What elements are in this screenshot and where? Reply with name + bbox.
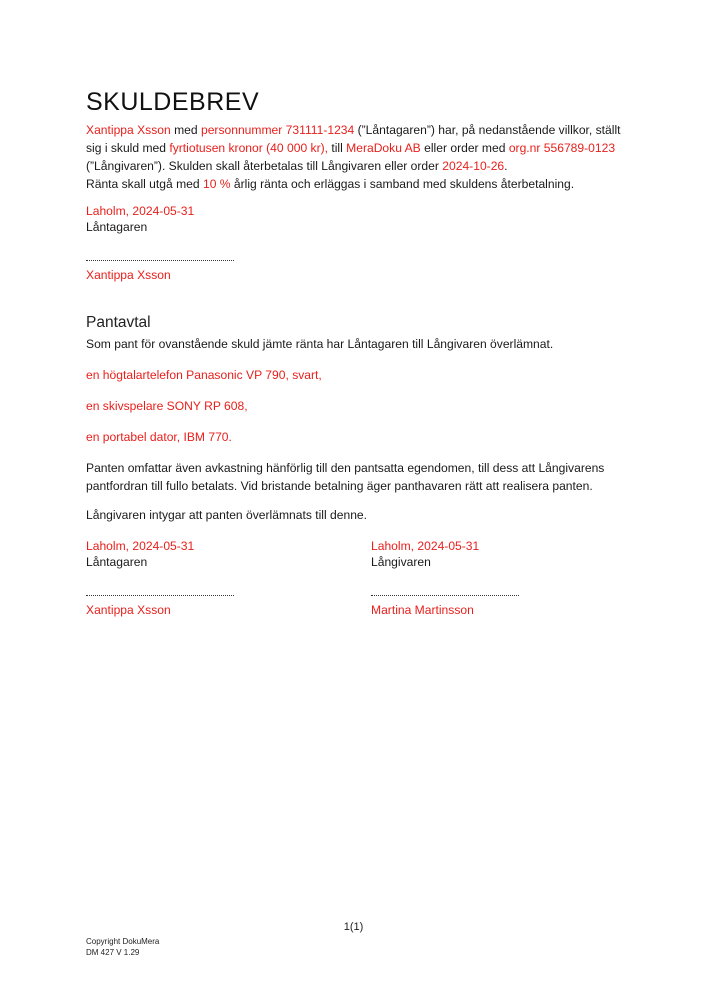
signature1-name: Xantippa Xsson: [86, 268, 171, 282]
pant-item: en skivspelare SONY RP 608,: [86, 399, 248, 413]
footer-version: DM 427 V 1.29: [86, 948, 140, 957]
signature2-right-line: [371, 595, 519, 596]
text-fragment: Ränta skall utgå med: [86, 177, 203, 191]
lender-confirmation: Långivaren intygar att panten överlämnats till denne.: [86, 508, 368, 522]
personal-number: personnummer 731111-1234: [200, 123, 355, 137]
pant-heading: Pantavtal: [86, 314, 151, 331]
pant-intro: Som pant för ovanstående skuld jämte ränta har Låntagaren till Långivaren överlämnat.: [86, 337, 554, 351]
lender-company: MeraDoku AB: [346, 141, 421, 155]
text-fragment: till: [328, 141, 347, 155]
page-number: 1(1): [343, 921, 364, 933]
signature2-left-place-date: Laholm, 2024-05-31: [86, 539, 195, 553]
signature2-left-role: Låntagaren: [86, 555, 148, 569]
pant-item: en högtalartelefon Panasonic VP 790, svart,: [86, 368, 322, 382]
text-fragment: med: [170, 123, 201, 137]
borrower-name: Xantippa Xsson: [86, 123, 171, 137]
due-date: 2024-10-26: [442, 159, 505, 173]
signature2-left-name: Xantippa Xsson: [86, 603, 171, 617]
text-fragment: årlig ränta och erläggas i samband med skuldens återbetalning.: [230, 177, 575, 191]
text-fragment: (”Låntagaren”) har, på nedanstående villkor, ställt sig i skuld med: [86, 123, 621, 155]
text-fragment: eller order med: [420, 141, 509, 155]
signature1-line: [86, 260, 234, 261]
signature2-right-role: Långivaren: [371, 555, 431, 569]
loan-amount: fyrtiotusen kronor (40 000 kr),: [169, 141, 328, 155]
document-title: SKULDEBREV: [86, 88, 260, 116]
footer-copyright: Copyright DokuMera: [86, 937, 160, 946]
pant-item: en portabel dator, IBM 770.: [86, 430, 232, 444]
text-fragment: (”Långivaren”). Skulden skall återbetalas till Långivaren eller order: [86, 159, 443, 173]
text-fragment: .: [504, 159, 508, 173]
signature1-role: Låntagaren: [86, 220, 148, 234]
org-number: org.nr 556789-0123: [508, 141, 616, 155]
interest-rate: 10 %: [202, 177, 231, 191]
pant-conditions-paragraph: Panten omfattar även avkastning hänförlig till den pantsatta egendomen, till dess att Långivarens pantfordran till fullo betalats. Vid bristande betalning äger panthavaren rätt att realisera panten.: [86, 461, 605, 493]
signature1-place-date: Laholm, 2024-05-31: [86, 204, 195, 218]
loan-terms-paragraph: [86, 121, 626, 193]
signature2-left-line: [86, 595, 234, 596]
signature2-right-name: Martina Martinsson: [371, 603, 474, 617]
signature2-right-place-date: Laholm, 2024-05-31: [371, 539, 480, 553]
